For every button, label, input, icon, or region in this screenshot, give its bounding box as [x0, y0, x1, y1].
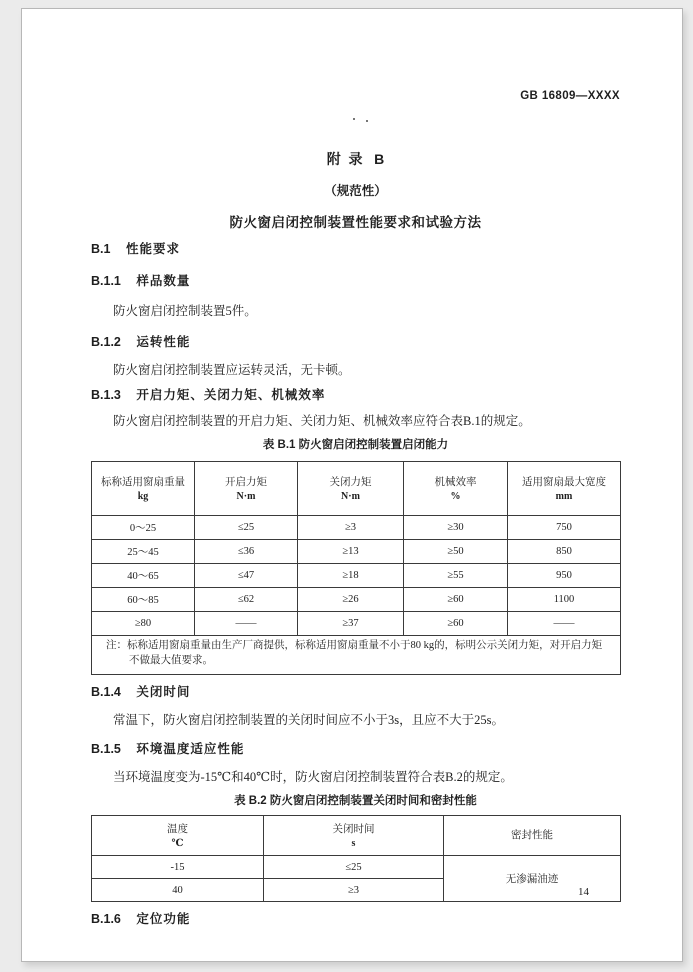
column-header-label: 温度 [167, 823, 188, 835]
table-note: 注：标称适用窗扇重量由生产厂商提供，标称适用窗扇重量不小于80 kg的，标明公示关闭力矩，对开启力矩不做最大值要求。 [106, 640, 603, 666]
section-heading-b16 [91, 911, 620, 927]
column-header [195, 462, 298, 516]
section-heading-b1 [91, 241, 620, 257]
table-cell: 850 [508, 540, 621, 564]
table-cell: ≥26 [298, 588, 404, 612]
column-header-unit: N·m [236, 490, 256, 502]
column-header-label: 关闭时间 [332, 823, 375, 835]
section-heading-b12 [91, 334, 620, 350]
table-row [92, 540, 621, 564]
table-cell: 60～85 [92, 588, 195, 612]
table-cell: ≥50 [404, 540, 508, 564]
column-header-unit: kg [137, 490, 149, 502]
table-cell-merged: 无渗漏油迹 [444, 856, 621, 902]
section-number: B.1 [91, 242, 111, 256]
page-number: 14 [578, 886, 589, 898]
column-header-unit: N·m [341, 490, 360, 502]
section-heading-b13 [91, 387, 620, 403]
table-row [92, 564, 621, 588]
paragraph-b14: 常温下，防火窗启闭控制装置的关闭时间应不小于3s，且应不大于25s。 [113, 713, 504, 727]
paragraph-b11: 防火窗启闭控制装置5件。 [113, 304, 257, 318]
table-cell: ≥13 [298, 540, 404, 564]
column-header-unit: mm [555, 490, 573, 502]
table-cell: ≥60 [404, 588, 508, 612]
table-cell: ≤47 [195, 564, 298, 588]
column-header [298, 462, 404, 516]
table-cell: ≤25 [195, 516, 298, 540]
section-number: B.1.2 [91, 335, 121, 349]
table-cell: —— [195, 612, 298, 636]
table-row [92, 612, 621, 636]
table-row [92, 856, 621, 879]
table-header-row [92, 462, 621, 516]
column-header [508, 462, 621, 516]
column-header-unit: s [351, 837, 356, 849]
table-b2 [91, 815, 621, 902]
table-cell: ≥80 [92, 612, 195, 636]
table-cell: ≥3 [264, 879, 444, 902]
document-page [21, 8, 683, 962]
table-b1-caption: 表 B.1 防火窗启闭控制装置启闭能力 [262, 439, 449, 451]
table-cell: ≥60 [404, 612, 508, 636]
section-number: B.1.4 [91, 685, 121, 699]
table-cell: ≤36 [195, 540, 298, 564]
table-cell: ≥30 [404, 516, 508, 540]
section-title: 性能要求 [125, 242, 180, 256]
column-header [264, 816, 444, 856]
standard-number: GB 16809—XXXX [520, 90, 620, 102]
section-heading-b15 [91, 741, 620, 757]
section-title: 环境温度适应性能 [136, 742, 245, 756]
table-cell: 0～25 [92, 516, 195, 540]
column-header-label: 机械效率 [434, 476, 477, 488]
table-cell: —— [508, 612, 621, 636]
column-header [404, 462, 508, 516]
table-cell: ≥37 [298, 612, 404, 636]
table-note-row [92, 636, 621, 675]
table-cell: ≥18 [298, 564, 404, 588]
section-heading-b14 [91, 684, 620, 700]
appendix-title: 附 录 B [326, 151, 385, 167]
table-cell: ≤25 [264, 856, 444, 879]
table-b1 [91, 461, 621, 675]
table-row [92, 588, 621, 612]
page-content [91, 9, 620, 927]
section-title: 样品数量 [136, 274, 191, 288]
column-header [444, 816, 621, 856]
table-note-cell [92, 636, 621, 675]
column-header-label: 开启力矩 [225, 476, 267, 488]
table-cell: 40 [92, 879, 264, 902]
paragraph-b15: 当环境温度变为-15℃和40℃时，防火窗启闭控制装置符合表B.2的规定。 [113, 770, 513, 784]
section-title: 关闭时间 [136, 685, 191, 699]
table-b2-caption: 表 B.2 防火窗启闭控制装置关闭时间和密封性能 [234, 795, 477, 807]
section-title: 定位功能 [136, 912, 191, 926]
column-header-unit: ℃ [171, 837, 184, 849]
section-heading-b11 [91, 273, 620, 289]
normative-label: （规范性） [324, 184, 387, 198]
column-header-label: 关闭力矩 [329, 476, 372, 488]
table-cell: 40～65 [92, 564, 195, 588]
section-number: B.1.3 [91, 388, 121, 402]
table-header-row [92, 816, 621, 856]
table-cell: ≥55 [404, 564, 508, 588]
column-header-label: 标称适用窗扇重量 [101, 476, 185, 488]
document-title: 防火窗启闭控制装置性能要求和试验方法 [229, 215, 482, 230]
section-number: B.1.5 [91, 742, 121, 756]
column-header-label: 适用窗扇最大宽度 [522, 476, 606, 488]
table-cell: 25～45 [92, 540, 195, 564]
column-header-label: 密封性能 [511, 830, 553, 841]
table-cell: 750 [508, 516, 621, 540]
section-title: 运转性能 [136, 335, 191, 349]
paragraph-b12: 防火窗启闭控制装置应运转灵活，无卡顿。 [113, 363, 351, 377]
column-header [92, 816, 264, 856]
section-number: B.1.1 [91, 274, 121, 288]
column-header-unit: % [450, 490, 461, 502]
section-number: B.1.6 [91, 912, 121, 926]
table-cell: 1100 [508, 588, 621, 612]
table-cell: 950 [508, 564, 621, 588]
table-cell: ≥3 [298, 516, 404, 540]
section-title: 开启力矩、关闭力矩、机械效率 [136, 388, 326, 402]
paragraph-b13: 防火窗启闭控制装置的开启力矩、关闭力矩、机械效率应符合表B.1的规定。 [113, 414, 531, 428]
column-header [92, 462, 195, 516]
table-row [92, 516, 621, 540]
table-cell: ≤62 [195, 588, 298, 612]
table-cell: -15 [92, 856, 264, 879]
